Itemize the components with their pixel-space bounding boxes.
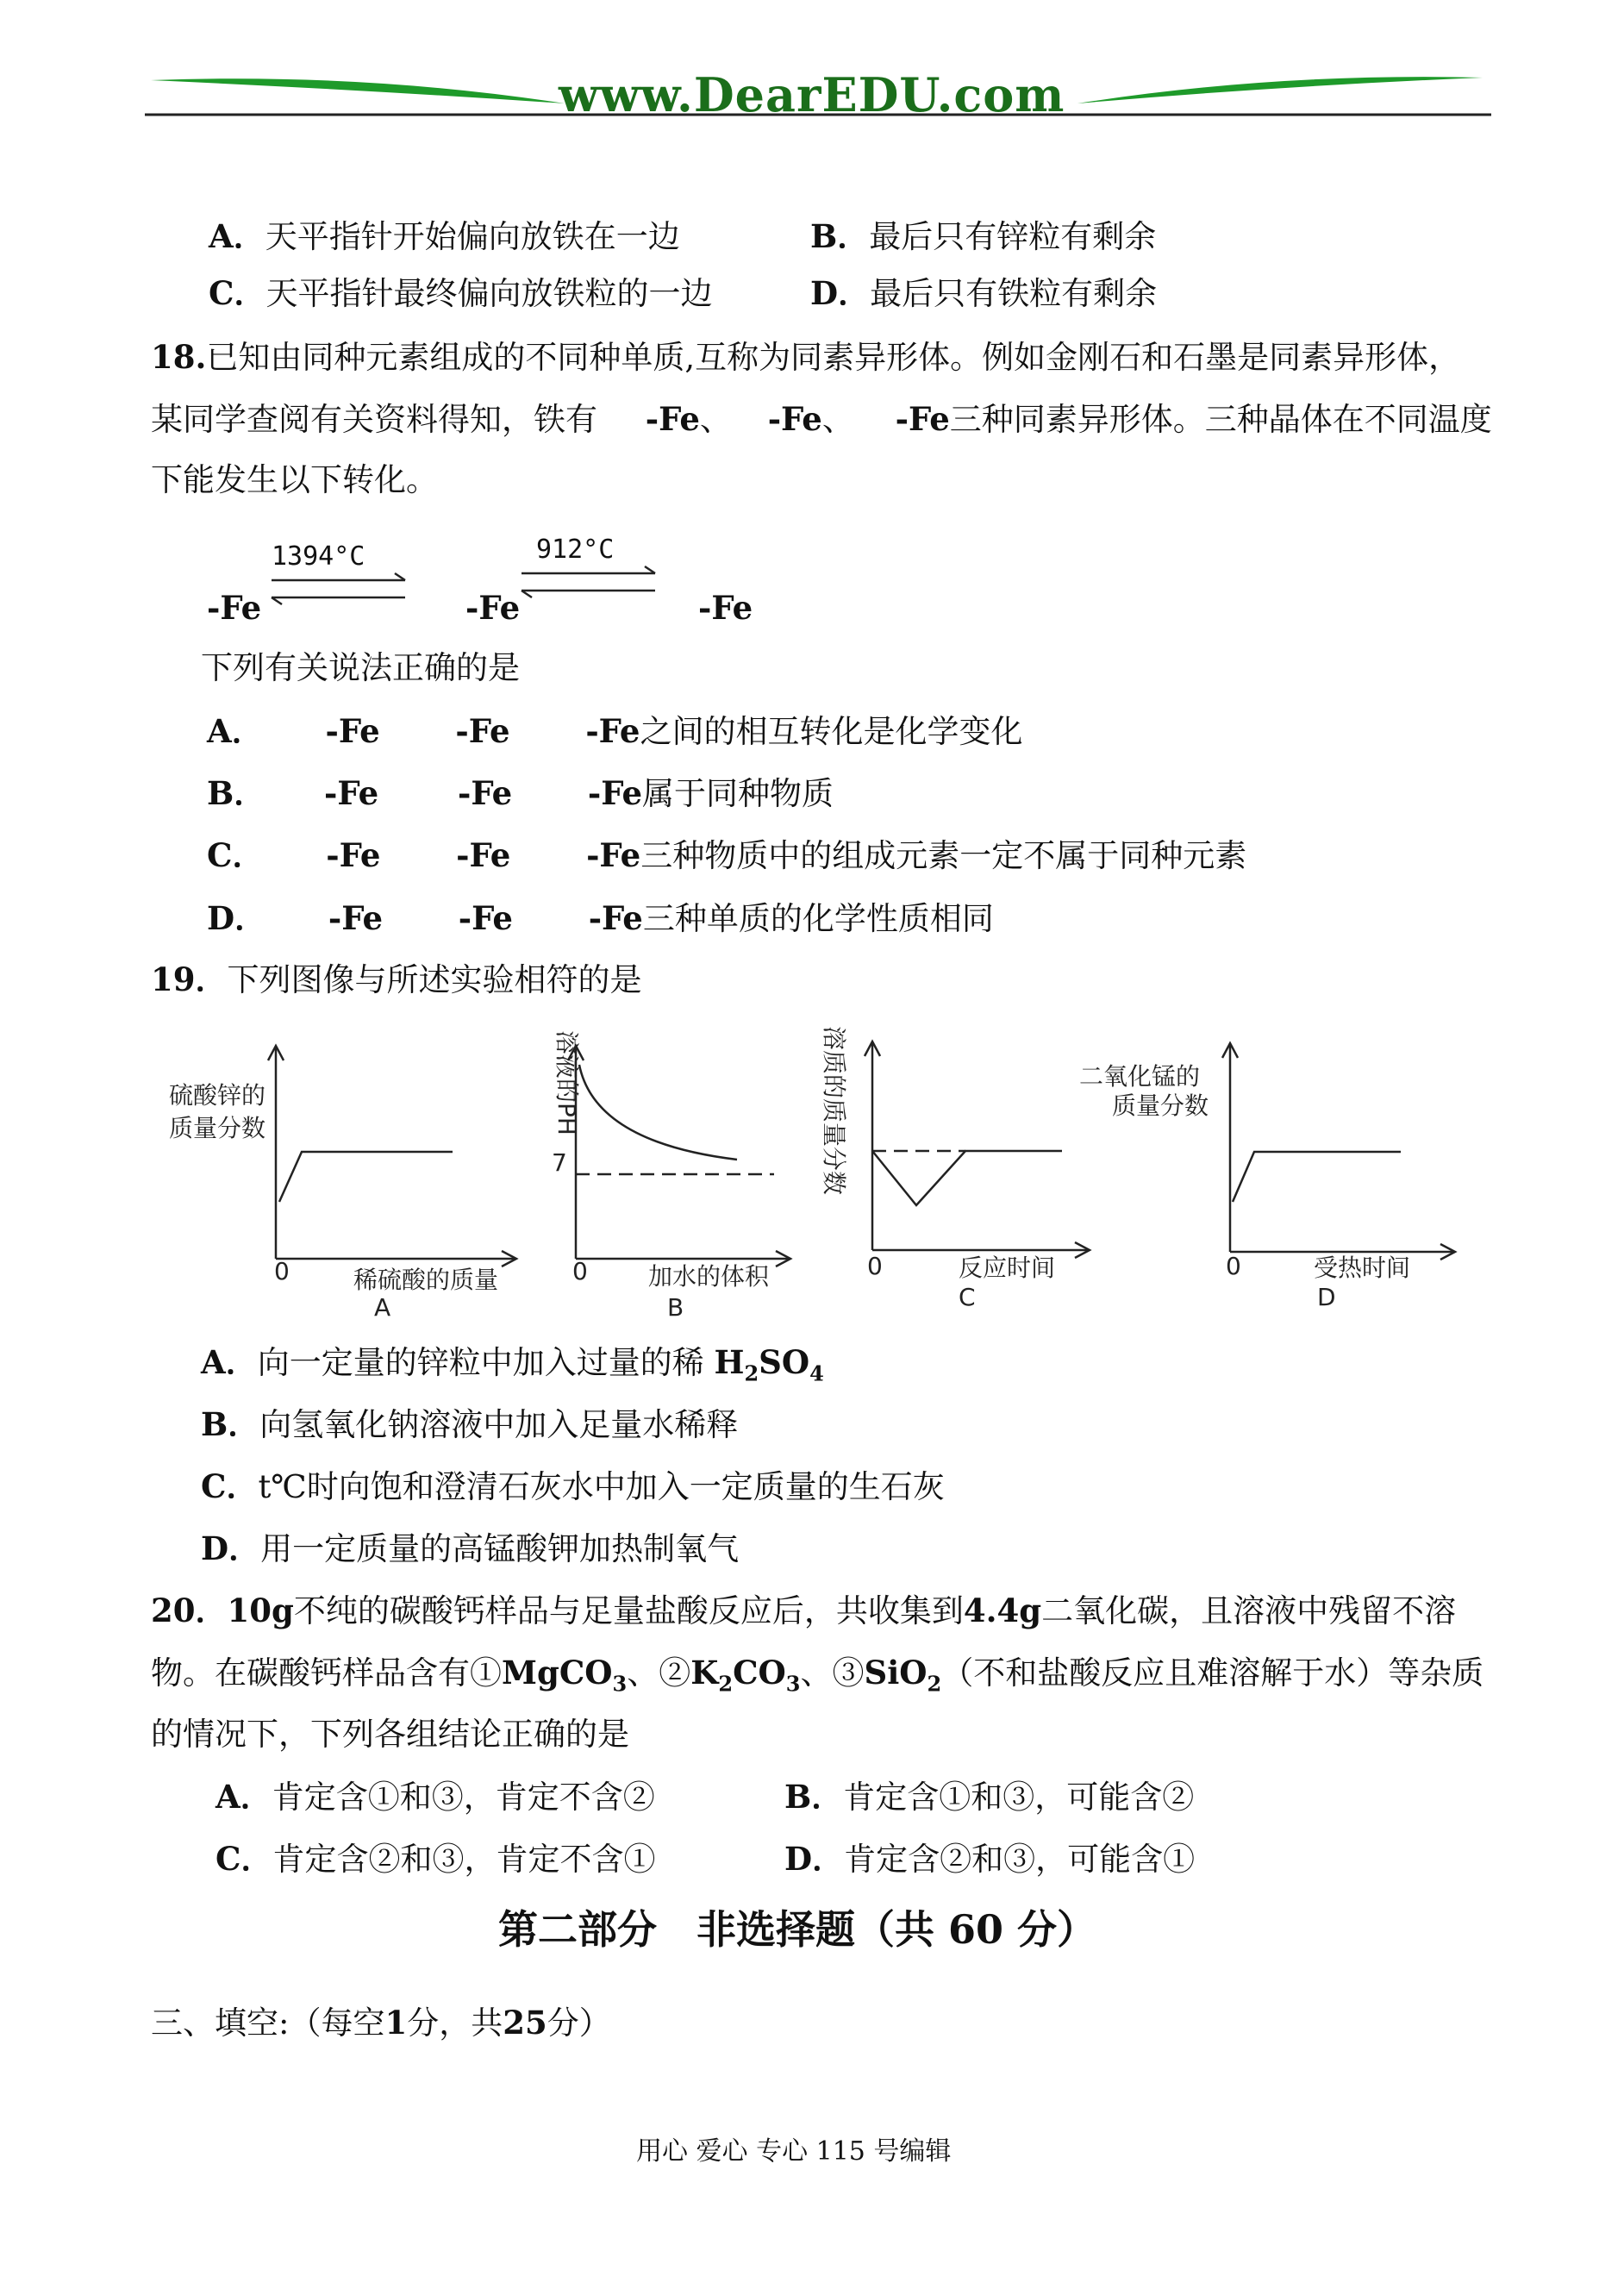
- section3-heading: 三、填空:（每空1分，共25分）: [151, 2004, 611, 2042]
- q18-line3: 下能发生以下转化。: [151, 461, 438, 498]
- q17-option-b: B．最后只有锌粒有剩余: [810, 217, 1157, 255]
- graph-d-tag: D: [1317, 1283, 1336, 1311]
- fe-label-1: -Fe: [207, 589, 262, 627]
- q17-option-c: C．天平指针最终偏向放铁粒的一边: [209, 274, 713, 312]
- graph-d-xlabel: 受热时间: [1314, 1254, 1411, 1282]
- graph-b-ph7: 7: [552, 1148, 567, 1177]
- q20-option-b: B．肯定含①和③，可能含②: [784, 1778, 1195, 1816]
- q19-option-b: B．向氢氧化钠溶液中加入足量水稀释: [201, 1405, 739, 1443]
- part2-title: 第二部分 非选择题（共 60 分）: [498, 1906, 1097, 1953]
- fe-label-3: -Fe: [698, 589, 753, 627]
- graph-a-curve: [279, 1152, 453, 1202]
- graph-b-tag: B: [667, 1293, 684, 1322]
- graph-a-xlabel: 稀硫酸的质量: [353, 1266, 499, 1294]
- q17-option-a: A．天平指针开始偏向放铁在一边: [209, 217, 680, 255]
- temp-label-912: 912°C: [536, 535, 615, 565]
- graph-d-ylabel-2: 质量分数: [1112, 1091, 1209, 1120]
- q18-option-b: B． -Fe -Fe -Fe属于同种物质: [207, 774, 834, 812]
- q20-line3: 的情况下，下列各组结论正确的是: [151, 1716, 629, 1753]
- graph-b-curve: [579, 1065, 737, 1160]
- q20-option-c: C．肯定含②和③，肯定不含①: [215, 1840, 656, 1878]
- q20-line2: 物。在碳酸钙样品含有①MgCO$_3$、$②K_2CO_3$、③SiO$_2$（不和盐酸反应且难溶解于水）等杂质: [151, 1654, 1484, 1697]
- q18-line1: 18.已知由同种元素组成的不同种单质,互称为同素异形体。例如金刚石和石墨是同素异形体，: [151, 338, 1461, 376]
- q20-option-d: D．肯定含②和③，可能含①: [784, 1840, 1196, 1878]
- graph-c-curve: [872, 1151, 1062, 1205]
- footer-text: 用心 爱心 专心 115 号编辑: [636, 2136, 952, 2167]
- q19-option-d: D．用一定质量的高锰酸钾加热制氧气: [201, 1529, 740, 1567]
- temp-label-1394: 1394°C: [272, 541, 365, 572]
- graph-c-xlabel: 反应时间: [959, 1254, 1056, 1282]
- graph-a-ylabel-2: 质量分数: [169, 1114, 266, 1142]
- graph-b-xlabel: 加水的体积: [648, 1262, 770, 1291]
- graph-d-origin: 0: [1226, 1252, 1241, 1280]
- q18-line2: 某同学查阅有关资料得知，铁有 -Fe、 -Fe、 -Fe三种同素异形体。三种晶体在不同温度: [151, 400, 1492, 438]
- q18-option-c: C． -Fe -Fe -Fe三种物质中的组成元素一定不属于同种元素: [207, 836, 1247, 874]
- q18-question: 下列有关说法正确的是: [201, 649, 520, 686]
- q17-option-d: D．最后只有铁粒有剩余: [810, 274, 1158, 312]
- q19-option-a: A．向一定量的锌粒中加入过量的稀 $H_2SO_4$: [201, 1343, 824, 1386]
- graph-a-ylabel-1: 硫酸锌的: [169, 1081, 266, 1110]
- q20-option-a: A．肯定含①和③，肯定不含②: [215, 1778, 655, 1816]
- q18-option-a: A． -Fe -Fe -Fe之间的相互转化是化学变化: [207, 712, 1023, 750]
- q18-option-d: D． -Fe -Fe -Fe三种单质的化学性质相同: [207, 899, 994, 937]
- graph-c-tag: C: [959, 1283, 976, 1311]
- graph-d-curve: [1233, 1152, 1401, 1202]
- graph-c-ylabel: 溶质的质量分数: [820, 1026, 848, 1196]
- q20-line1: 20．10g不纯的碳酸钙样品与足量盐酸反应后，共收集到4.4g二氧化碳，且溶液中残留不溶: [151, 1591, 1457, 1629]
- graph-c-origin: 0: [867, 1252, 883, 1280]
- graph-a-tag: A: [374, 1293, 391, 1322]
- q19-question: 19．下列图像与所述实验相符的是: [151, 960, 642, 998]
- fe-label-2: -Fe: [465, 589, 521, 627]
- graph-b-origin: 0: [572, 1257, 588, 1285]
- graph-b-ylabel: 溶液的PH: [553, 1030, 581, 1135]
- graph-d-ylabel-1: 二氧化锰的: [1079, 1062, 1201, 1091]
- site-logo: www.DearEDU.com: [559, 67, 1065, 122]
- graph-a-origin: 0: [274, 1257, 290, 1285]
- q19-option-c: C．t℃时向饱和澄清石灰水中加入一定质量的生石灰: [201, 1467, 945, 1505]
